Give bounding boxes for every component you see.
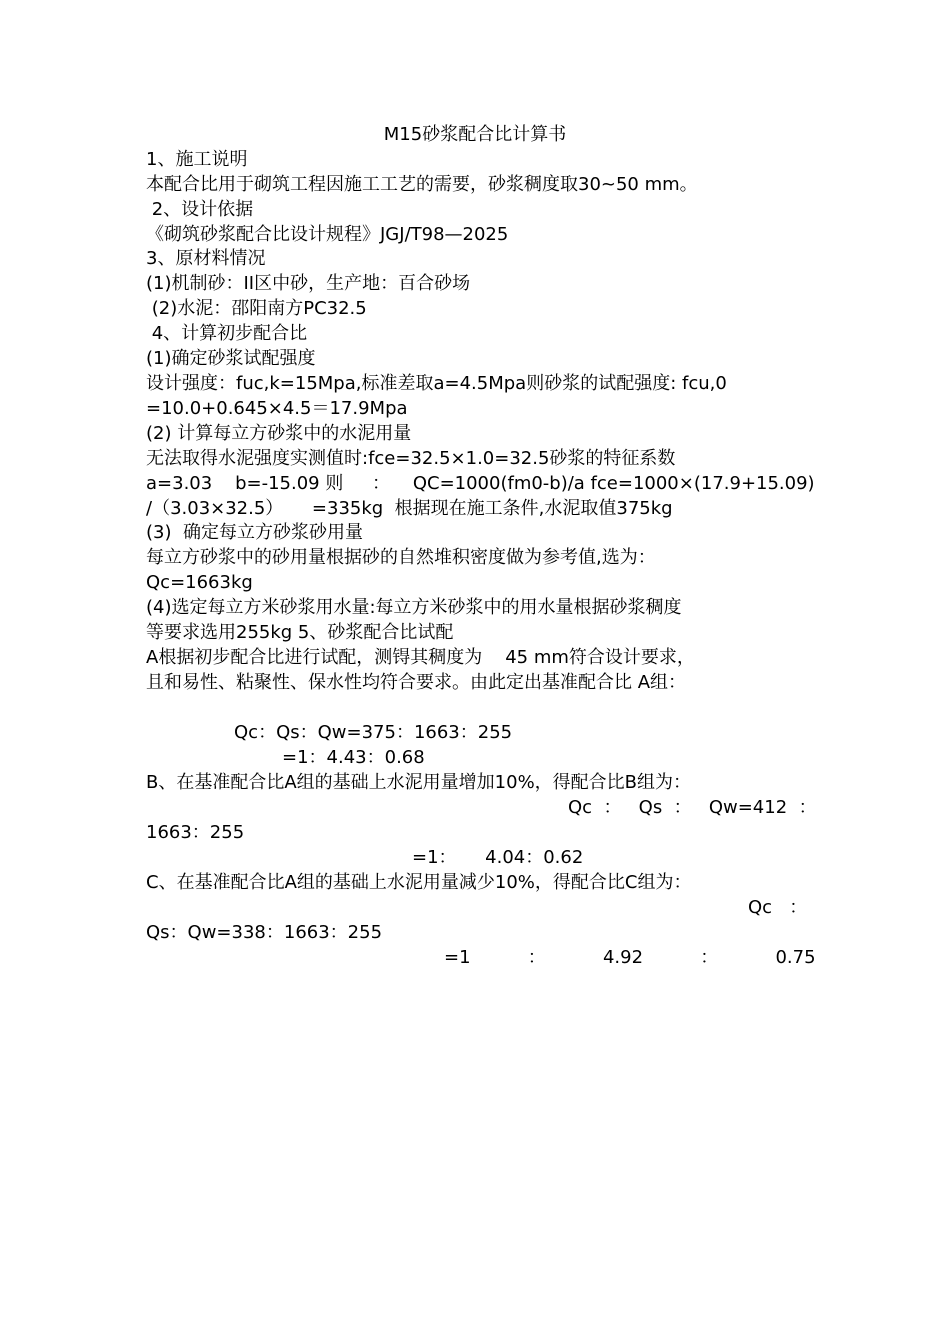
paragraph-line: 设计强度：fuc,k=15Mpa,标准差取a=4.5Mpa则砂浆的试配强度: fcu,0 <box>146 373 727 394</box>
paragraph-line: (1)机制砂：II区中砂，生产地：百合砂场 <box>146 273 471 294</box>
paragraph-line: (1)确定砂浆试配强度 <box>146 348 316 369</box>
paragraph-line: 等要求选用255kg 5、砂浆配合比试配 <box>146 622 454 643</box>
paragraph-line: A根据初步配合比进行试配，测锝其稠度为 45 mm符合设计要求， <box>146 647 695 668</box>
paragraph-line: /（3.03×32.5） =335kg 根据现在施工条件,水泥取值375kg <box>146 498 673 519</box>
paragraph-line: =10.0+0.645×4.5＝17.9Mpa <box>146 398 408 419</box>
paragraph-line: B、在基准配合比A组的基础上水泥用量增加10%，得配合比B组为： <box>146 772 692 793</box>
paragraph-line: 《砌筑砂浆配合比设计规程》JGJ/T98—2025 <box>146 224 509 245</box>
paragraph-line: 且和易性、粘聚性、保水性均符合要求。由此定出基准配合比 A组： <box>146 672 687 693</box>
ratio-line: Qs：Qw=338：1663：255 <box>146 922 383 943</box>
paragraph-line: Qc=1663kg <box>146 572 253 593</box>
ratio-line: =1 ： 4.92 ： 0.75 <box>444 947 816 968</box>
paragraph-line: 无法取得水泥强度实测值时:fce=32.5×1.0=32.5砂浆的特征系数 <box>146 448 676 469</box>
paragraph-line: a=3.03 b=-15.09 则 ： QC=1000(fm0-b)/a fce=1000×(17.9+15.09) <box>146 473 815 494</box>
ratio-line: =1： 4.04：0.62 <box>412 847 584 868</box>
paragraph-line: C、在基准配合比A组的基础上水泥用量减少10%，得配合比C组为： <box>146 872 692 893</box>
paragraph-line: (2)水泥：邵阳南方PC32.5 <box>146 298 367 319</box>
paragraph-line: (2) 计算每立方砂浆中的水泥用量 <box>146 423 412 444</box>
ratio-line: 1663：255 <box>146 822 245 843</box>
paragraph-line: (3) 确定每立方砂浆砂用量 <box>146 522 363 543</box>
ratio-line: Qc ： Qs ： Qw=412 ： <box>568 797 817 818</box>
ratio-line: Qc ： <box>748 897 808 918</box>
ratio-line: =1：4.43：0.68 <box>282 747 425 768</box>
ratio-line: Qc：Qs：Qw=375：1663：255 <box>234 722 513 743</box>
section-heading: 2、设计依据 <box>146 199 254 220</box>
section-heading: 3、原材料情况 <box>146 248 266 269</box>
paragraph-line: (4)选定每立方米砂浆用水量:每立方米砂浆中的用水量根据砂浆稠度 <box>146 597 682 618</box>
section-heading: 1、施工说明 <box>146 149 248 170</box>
paragraph-line: 每立方砂浆中的砂用量根据砂的自然堆积密度做为参考值,选为： <box>146 547 656 568</box>
paragraph-line: 本配合比用于砌筑工程因施工工艺的需要，砂浆稠度取30~50 mm。 <box>146 174 698 195</box>
section-heading: 4、计算初步配合比 <box>146 323 308 344</box>
document-title: M15砂浆配合比计算书 <box>383 124 567 145</box>
